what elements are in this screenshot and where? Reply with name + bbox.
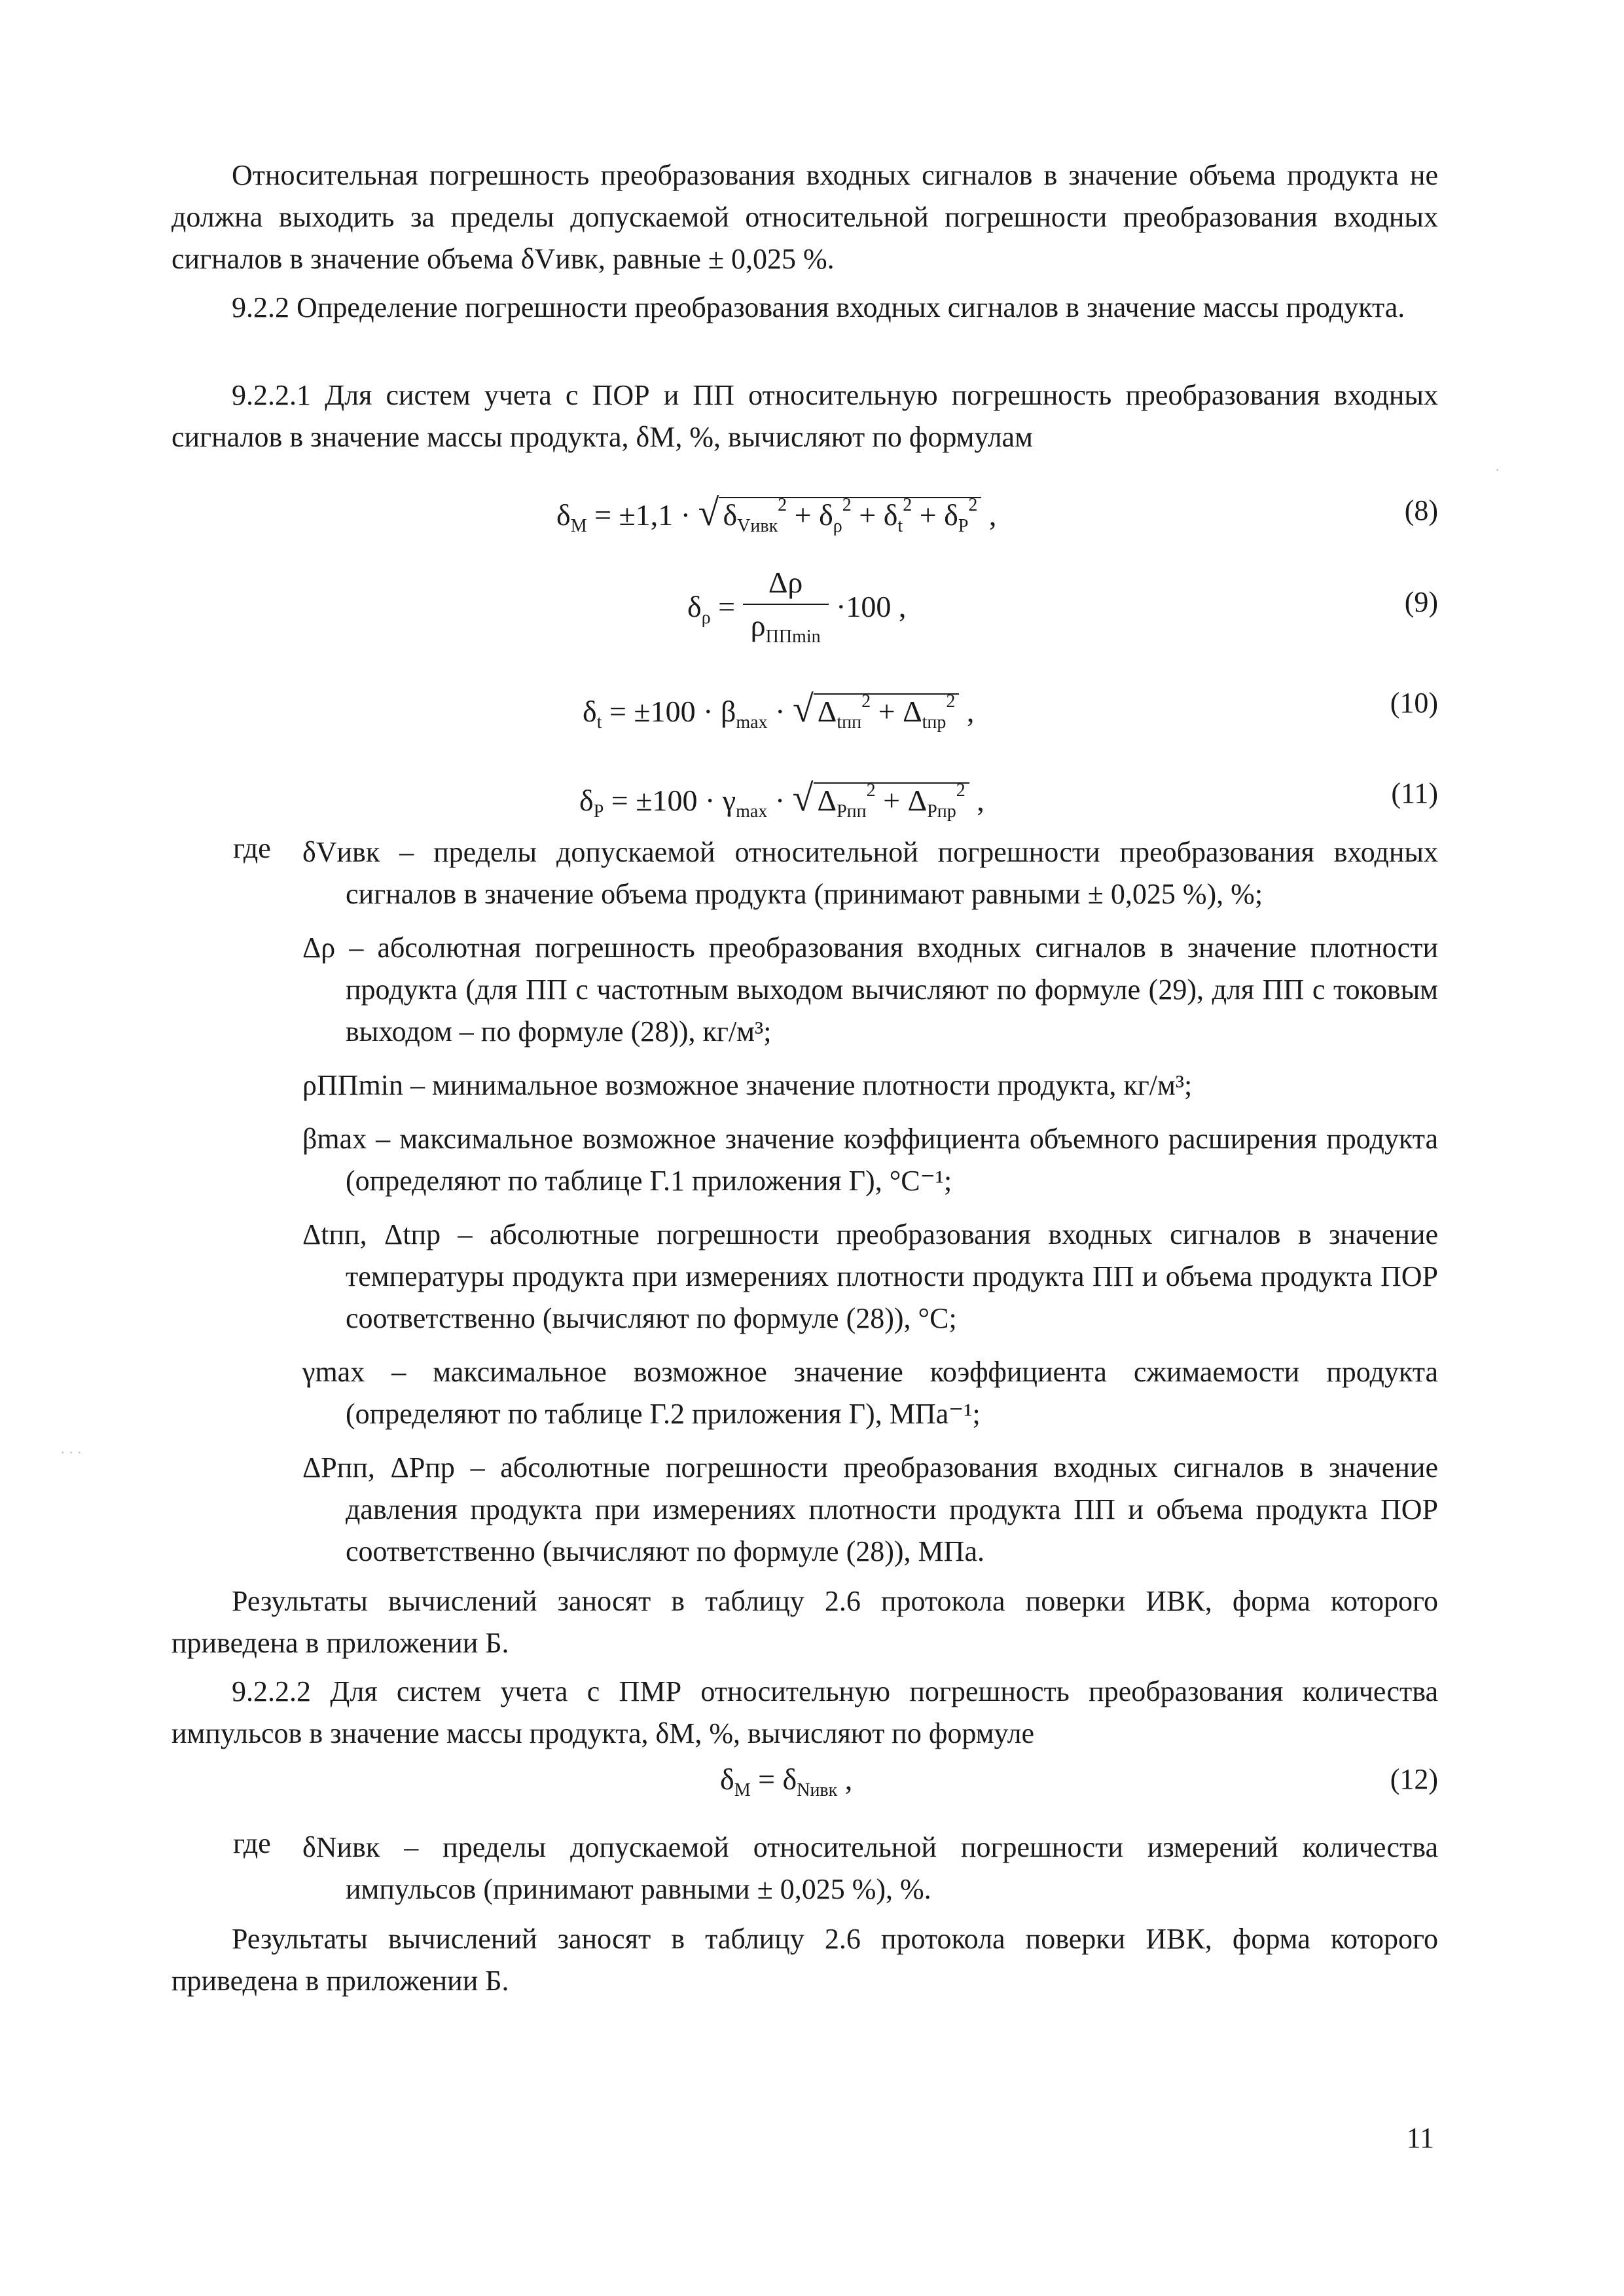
formula-10: $\delta_t = \pm 100 \cdot \beta_{max}$ · √ $\Delta_{tпп}^2 + \Delta_{tпр}^2$ , [583, 687, 975, 733]
definition-item: βmax – максимальное возможное значение коэффициента объемного расширения продукта (определяют по таблице Г.1 приложения Г), °С⁻¹; [302, 1123, 1438, 1197]
definition-item: δVивк – пределы допускаемой относительной погрешности преобразования входных сигналов в значение объема продукта (принимают равными ± 0,025 %), %; [302, 836, 1438, 910]
scan-speck: · [1495, 462, 1500, 478]
formula-9-number: (9) [1404, 586, 1438, 618]
definition-item: δNивк – пределы допускаемой относительной погрешности измерений количества импульсов (принимают равными ± 0,025 %), %. [302, 1831, 1438, 1905]
paragraph-3: 9.2.2.1 Для систем учета с ПОР и ПП относительную погрешность преобразования входных сигналов в значение массы продукта, δM, %, вычисляют по формулам [171, 379, 1438, 453]
where-label-2: где [233, 1827, 271, 1859]
definition-item: γmax – максимальное возможное значение коэффициента сжимаемости продукта (определяют по таблице Г.2 приложения Г), МПа⁻¹; [302, 1356, 1438, 1430]
formula-8-number: (8) [1404, 494, 1438, 526]
paragraph-5: 9.2.2.2 Для систем учета с ПМР относительную погрешность преобразования количества импульсов в значение массы продукта, δM, %, вычисляют по формуле [171, 1675, 1438, 1749]
formula-11: $\delta_P = \pm 100 \cdot \gamma_{max}$ · √ $\Delta_{Pпп}^2 + \Delta_{Pпр}^2$ , [579, 776, 984, 822]
formula-11-number: (11) [1391, 777, 1438, 809]
formula-9: $\delta_\rho$ = $\frac{\Delta\rho}{\rho_{ППmin}}$ ·100 , [687, 562, 906, 658]
paragraph-4: Результаты вычислений заносят в таблицу 2.6 протокола поверки ИВК, форма которого приведена в приложении Б. [171, 1585, 1438, 1659]
formula-12: $\delta_M = \delta_{Nивк}$ , [720, 1762, 853, 1800]
formula-10-number: (10) [1390, 687, 1438, 719]
definitions-list-1 [302, 831, 1438, 1584]
where-label-1: где [233, 832, 271, 864]
definition-item: Δtпп, Δtпр – абсолютные погрешности преобразования входных сигналов в значение температуры продукта при измерениях плотности продукта ПП и объема продукта ПОР соответственно (вычисляют по формуле (28)), °С; [302, 1218, 1438, 1334]
definition-item: ρППmin – минимальное возможное значение плотности продукта, кг/м³; [302, 1069, 1193, 1101]
formula-12-number: (12) [1390, 1763, 1438, 1795]
definition-item: Δρ – абсолютная погрешность преобразования входных сигналов в значение плотности продукта (для ПП с частотным выходом вычисляют по формуле (29), для ПП с токовым выходом – по формуле (28)), кг/м³; [302, 932, 1438, 1048]
scan-speck: · · · [60, 1444, 82, 1461]
paragraph-6: Результаты вычислений заносят в таблицу 2.6 протокола поверки ИВК, форма которого приведена в приложении Б. [171, 1923, 1438, 1997]
paragraph-2: 9.2.2 Определение погрешности преобразования входных сигналов в значение массы продукта. [232, 291, 1405, 323]
formula-8: $\delta_M = \pm 1,1$ · √ $\delta_{Vивк}^2 + \delta_\rho^2 + \delta_t^2 + \delta_P^2$ , [556, 491, 997, 536]
definitions-list-2 [302, 1827, 1438, 1922]
definition-item: ΔPпп, ΔPпр – абсолютные погрешности преобразования входных сигналов в значение давления продукта при измерениях плотности продукта ПП и объема продукта ПОР соответственно (вычисляют по формуле (28)), МПа. [302, 1451, 1438, 1567]
paragraph-1: Относительная погрешность преобразования входных сигналов в значение объема продукта не должна выходить за пределы допускаемой относительной погрешности преобразования входных сигналов в значение объема δVивк, равные ± 0,025 %. [171, 159, 1438, 275]
page-number: 11 [1406, 2122, 1434, 2154]
